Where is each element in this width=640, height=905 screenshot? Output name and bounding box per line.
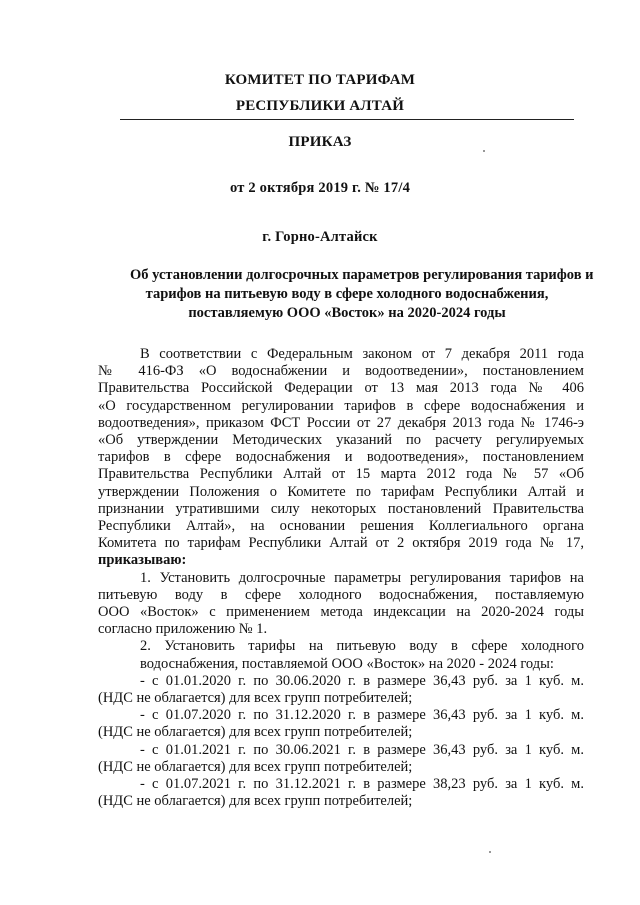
body-line: Правительства Республики Алтай от 15 марта 2012 года № 57 «Об bbox=[98, 466, 584, 483]
body-line: Комитета по тарифам Республики Алтай от 2 октября 2019 года № 17, bbox=[98, 535, 584, 552]
body-line: водоснабжения, поставляемой ООО «Восток» на 2020 - 2024 годы: bbox=[140, 655, 554, 672]
org-name-line2: РЕСПУБЛИКИ АЛТАЙ bbox=[235, 98, 405, 114]
body-line: водоотведения», приказом ФСТ России от 27 декабря 2013 года № 1746-э bbox=[98, 414, 584, 431]
doc-title bbox=[130, 266, 594, 323]
body-line: признании утратившими силу некоторых постановлений Правительства bbox=[98, 500, 584, 517]
body-line: 2. Установить тарифы на питьевую воду в сфере холодного bbox=[140, 638, 584, 655]
body-line: (НДС не облагается) для всех групп потребителей; bbox=[98, 690, 413, 707]
title-line: поставляемую ООО «Восток» на 2020-2024 годы bbox=[188, 305, 506, 321]
title-line: тарифов на питьевую воду в сфере холодного водоснабжения, bbox=[145, 286, 549, 302]
body-line: ООО «Восток» с применением метода индексации на 2020-2024 годы bbox=[98, 604, 584, 621]
body-line: «Об утверждении Методических указаний по расчету регулируемых bbox=[98, 432, 584, 449]
body-line: В соответствии с Федеральным законом от 7 декабря 2011 года bbox=[140, 346, 584, 362]
title-line: Об установлении долгосрочных параметров регулирования тарифов и bbox=[130, 267, 594, 283]
body-line: - с 01.01.2021 г. по 30.06.2021 г. в размере 36,43 руб. за 1 куб. м. bbox=[140, 741, 584, 758]
body-line: «О государственном регулировании тарифов в сфере водоснабжения и bbox=[98, 397, 584, 414]
scan-speck bbox=[489, 851, 491, 853]
body-line: (НДС не облагается) для всех групп потребителей; bbox=[98, 758, 413, 775]
body-line: утверждении Положения о Комитете по тарифам Республики Алтай и bbox=[98, 483, 584, 500]
body-line: 1. Установить долгосрочные параметры регулирования тарифов на bbox=[140, 569, 584, 586]
body-line: тарифов в сфере водоснабжения и водоотведения», постановлением bbox=[98, 449, 584, 466]
body-line: питьевую воду в сфере холодного водоснабжения, поставляемую bbox=[98, 586, 584, 603]
org-name-line1: КОМИТЕТ ПО ТАРИФАМ bbox=[224, 72, 416, 88]
body-line: Правительства Российской Федерации от 13 мая 2013 года № 406 bbox=[98, 380, 584, 397]
body-line: Республики Алтай», на основании решения Коллегиального органа bbox=[98, 518, 584, 535]
body-line: - с 01.07.2021 г. по 31.12.2021 г. в размере 38,23 руб. за 1 куб. м. bbox=[140, 776, 584, 793]
body-line: согласно приложению № 1. bbox=[98, 621, 268, 638]
body-line: (НДС не облагается) для всех групп потребителей; bbox=[98, 793, 413, 810]
header-rule bbox=[120, 119, 574, 120]
body-line: - с 01.07.2020 г. по 31.12.2020 г. в размере 36,43 руб. за 1 куб. м. bbox=[140, 707, 584, 724]
body-line: - с 01.01.2020 г. по 30.06.2020 г. в размере 36,43 руб. за 1 куб. м. bbox=[140, 672, 584, 689]
scan-speck bbox=[483, 150, 485, 152]
doc-city: г. Горно-Алтайск bbox=[262, 229, 378, 245]
doc-type: ПРИКАЗ bbox=[288, 134, 352, 150]
doc-date-number: от 2 октября 2019 г. № 17/4 bbox=[229, 180, 411, 196]
body-line: приказываю: bbox=[98, 552, 187, 569]
doc-body bbox=[98, 346, 584, 810]
body-line: № 416-ФЗ «О водоснабжении и водоотведении», постановлением bbox=[98, 363, 584, 380]
body-line: (НДС не облагается) для всех групп потребителей; bbox=[98, 724, 413, 741]
